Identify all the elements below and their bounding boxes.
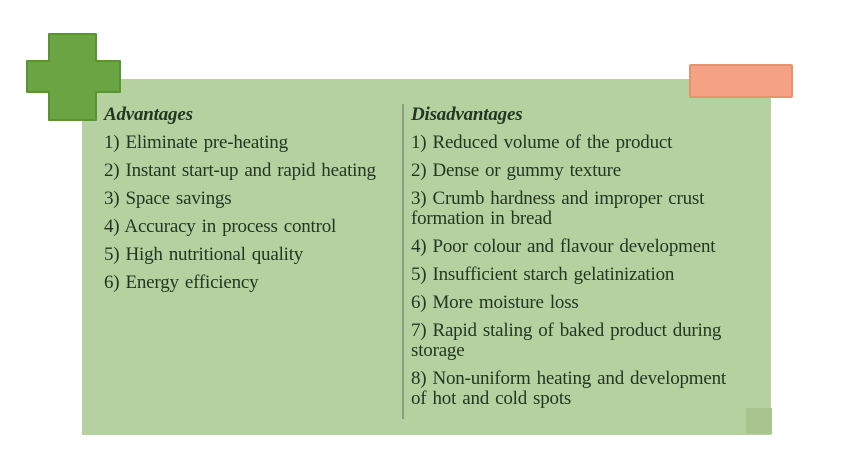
list-item: 5) Insufficient starch gelatinization [411,264,675,285]
disadvantages-column [411,105,745,417]
advantages-column [104,105,398,301]
list-item: 7) Rapid staling of baked product during storage [411,320,722,361]
list-item: 6) More moisture loss [411,292,579,313]
list-item: 1) Eliminate pre-heating [104,132,288,153]
list-item: 3) Crumb hardness and improper crust formation in bread [411,188,705,229]
disadvantages-list [411,133,745,409]
list-item: 8) Non-uniform heating and development of hot and cold spots [411,368,726,409]
advantages-list [104,133,398,293]
disadvantages-heading: Disadvantages [411,104,523,125]
list-item: 2) Dense or gummy texture [411,160,621,181]
advantages-heading: Advantages [104,104,193,125]
orange-accent-bar [689,64,793,98]
column-divider [402,104,404,419]
list-item: 2) Instant start-up and rapid heating [104,160,376,181]
panel-corner-accent [746,408,772,434]
list-item: 4) Poor colour and flavour development [411,236,716,257]
list-item: 6) Energy efficiency [104,272,259,293]
list-item: 1) Reduced volume of the product [411,132,673,153]
list-item: 5) High nutritional quality [104,244,304,265]
list-item: 3) Space savings [104,188,232,209]
list-item: 4) Accuracy in process control [104,216,337,237]
